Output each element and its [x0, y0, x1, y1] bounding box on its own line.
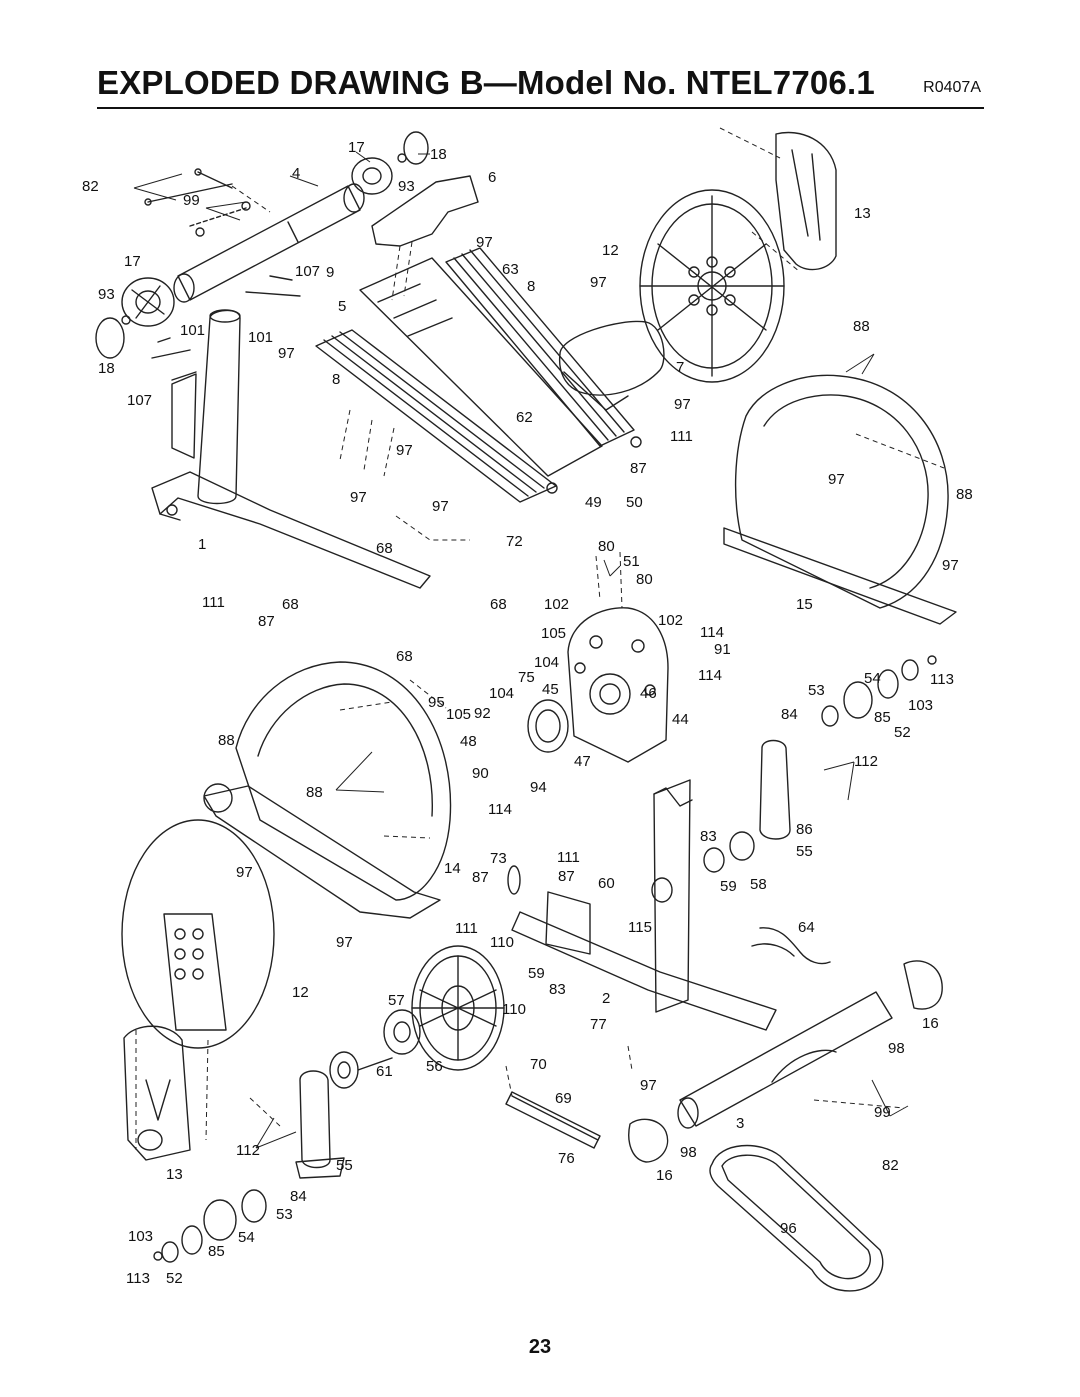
page-number: 23 [528, 1336, 552, 1358]
part-callout-77: 77 [590, 1016, 607, 1033]
wire-harness [760, 928, 830, 964]
part-callout-60: 60 [598, 875, 615, 892]
part-callout-102: 102 [544, 596, 570, 613]
part-callout-5: 5 [338, 298, 347, 315]
part-callout-48: 48 [460, 733, 477, 750]
part-callout-59: 59 [720, 878, 737, 895]
part-callout-72: 72 [506, 533, 523, 550]
part-callout-88: 88 [956, 486, 973, 503]
part-callout-97: 97 [236, 864, 253, 881]
part-callout-111: 111 [455, 920, 478, 937]
part-callout-68: 68 [376, 540, 393, 557]
part-callout-103: 103 [908, 697, 934, 714]
part-callout-97: 97 [640, 1077, 657, 1094]
part-callout-68: 68 [282, 596, 299, 613]
part-callout-98: 98 [888, 1040, 905, 1057]
part-callout-85: 85 [208, 1243, 225, 1260]
part-callout-83: 83 [700, 828, 717, 845]
part-callout-16: 16 [922, 1015, 939, 1032]
part-callout-112: 112 [854, 753, 878, 770]
part-callout-105: 105 [446, 706, 472, 723]
part-callout-80: 80 [636, 571, 653, 588]
part-callout-97: 97 [336, 934, 353, 951]
right-disk-housing [724, 375, 956, 624]
part-callout-70: 70 [530, 1056, 547, 1073]
part-callout-82: 82 [882, 1157, 899, 1174]
part-callout-97: 97 [396, 442, 413, 459]
part-callout-1: 1 [198, 536, 207, 553]
flywheel-disk-upper [640, 190, 784, 382]
part-callout-55: 55 [796, 843, 813, 860]
part-callout-84: 84 [781, 706, 798, 723]
part-callout-59: 59 [528, 965, 545, 982]
part-callout-111: 111 [202, 594, 225, 611]
part-callout-111: 111 [557, 849, 580, 866]
part-callout-53: 53 [808, 682, 825, 699]
part-callout-12: 12 [292, 984, 309, 1001]
part-callout-3: 3 [736, 1115, 745, 1132]
part-callout-54: 54 [238, 1229, 255, 1246]
part-callout-96: 96 [780, 1220, 797, 1237]
part-callout-101: 101 [248, 329, 274, 346]
part-callout-97: 97 [432, 498, 449, 515]
part-callout-111: 111 [670, 428, 693, 445]
part-callout-84: 84 [290, 1188, 307, 1205]
part-callout-46: 46 [640, 685, 657, 702]
part-callout-114: 114 [700, 624, 724, 641]
part-callout-85: 85 [874, 709, 891, 726]
part-callout-98: 98 [680, 1144, 697, 1161]
part-callout-54: 54 [864, 670, 881, 687]
part-callout-83: 83 [549, 981, 566, 998]
part-callout-6: 6 [488, 169, 497, 186]
part-callout-105: 105 [541, 625, 567, 642]
drawing-title: EXPLODED DRAWING B—Model No. NTEL7706.1 [97, 64, 875, 101]
part-callout-86: 86 [796, 821, 813, 838]
part-callout-97: 97 [942, 557, 959, 574]
part-callout-62: 62 [516, 409, 533, 426]
flywheel-57 [412, 946, 504, 1070]
roller-73 [508, 866, 520, 894]
part-callout-76: 76 [558, 1150, 575, 1167]
part-callout-91: 91 [714, 641, 731, 658]
part-callout-69: 69 [555, 1090, 572, 1107]
drawing-code: R0407A [923, 79, 981, 96]
part-callout-104: 104 [534, 654, 560, 671]
part-callout-97: 97 [828, 471, 845, 488]
part-callout-17: 17 [124, 253, 141, 270]
part-callout-8: 8 [332, 371, 341, 388]
hub-56 [384, 1010, 420, 1054]
part-callout-113: 113 [126, 1270, 150, 1287]
part-callout-88: 88 [218, 732, 235, 749]
part-callout-99: 99 [183, 192, 200, 209]
part-callout-87: 87 [630, 460, 647, 477]
part-callout-87: 87 [558, 868, 575, 885]
upper-handlebar-tube [174, 184, 364, 302]
part-callout-68: 68 [396, 648, 413, 665]
part-callout-97: 97 [476, 234, 493, 251]
part-callout-97: 97 [674, 396, 691, 413]
part-callout-107: 107 [295, 263, 321, 280]
part-callout-80: 80 [598, 538, 615, 555]
part-callout-53: 53 [276, 1206, 293, 1223]
part-callout-64: 64 [798, 919, 815, 936]
part-callout-13: 13 [166, 1166, 183, 1183]
part-callout-75: 75 [518, 669, 535, 686]
part-callout-7: 7 [676, 359, 685, 376]
part-callout-102: 102 [658, 612, 684, 629]
part-callout-68: 68 [490, 596, 507, 613]
part-callout-12: 12 [602, 242, 619, 259]
part-callout-104: 104 [489, 685, 515, 702]
upper-right-shroud [776, 133, 836, 270]
part-callout-110: 110 [490, 934, 514, 951]
part-callout-56: 56 [426, 1058, 443, 1075]
pulley-47 [528, 700, 568, 752]
part-callout-52: 52 [894, 724, 911, 741]
part-callout-97: 97 [350, 489, 367, 506]
part-callout-110: 110 [502, 1001, 526, 1018]
part-callout-2: 2 [602, 990, 611, 1007]
part-callout-93: 93 [398, 178, 415, 195]
part-callout-55: 55 [336, 1157, 353, 1174]
part-callout-112: 112 [236, 1142, 260, 1159]
part-callout-97: 97 [590, 274, 607, 291]
rear-stabilizer-tube [629, 961, 942, 1162]
part-callout-50: 50 [626, 494, 643, 511]
part-callout-114: 114 [698, 667, 722, 684]
part-callout-15: 15 [796, 596, 813, 613]
part-callout-107: 107 [127, 392, 153, 409]
part-callout-61: 61 [376, 1063, 393, 1080]
part-callout-58: 58 [750, 876, 767, 893]
part-callout-87: 87 [472, 869, 489, 886]
part-callout-17: 17 [348, 139, 365, 156]
flywheel-cover-lower [122, 820, 274, 1048]
part-callout-16: 16 [656, 1167, 673, 1184]
part-callout-94: 94 [530, 779, 547, 796]
part-callout-103: 103 [128, 1228, 154, 1245]
part-callout-92: 92 [474, 705, 491, 722]
part-callout-44: 44 [672, 711, 689, 728]
part-callout-88: 88 [853, 318, 870, 335]
part-callout-114: 114 [488, 801, 512, 818]
part-callout-99: 99 [874, 1104, 891, 1121]
part-callout-14: 14 [444, 860, 461, 877]
part-callout-47: 47 [574, 753, 591, 770]
part-callout-13: 13 [854, 205, 871, 222]
part-callout-101: 101 [180, 322, 206, 339]
part-callout-49: 49 [585, 494, 602, 511]
part-callout-52: 52 [166, 1270, 183, 1287]
bolts-top-left [145, 169, 300, 380]
part-callout-18: 18 [98, 360, 115, 377]
part-callout-115: 115 [628, 919, 652, 936]
part-callout-90: 90 [472, 765, 489, 782]
part-callout-4: 4 [292, 165, 301, 182]
part-callout-63: 63 [502, 261, 519, 278]
part-callout-73: 73 [490, 850, 507, 867]
part-callout-97: 97 [278, 345, 295, 362]
part-callout-82: 82 [82, 178, 99, 195]
lower-left-shroud [124, 1026, 190, 1160]
part-callout-57: 57 [388, 992, 405, 1009]
crank-arm-right [704, 741, 790, 873]
part-callout-113: 113 [930, 671, 954, 688]
part-callout-95: 95 [428, 694, 445, 711]
part-callout-9: 9 [326, 264, 335, 281]
part-callout-18: 18 [430, 146, 447, 163]
part-callout-45: 45 [542, 681, 559, 698]
drive-belt [710, 1146, 883, 1291]
part-callout-93: 93 [98, 286, 115, 303]
part-callout-87: 87 [258, 613, 275, 630]
part-callout-88: 88 [306, 784, 323, 801]
part-callout-8: 8 [527, 278, 536, 295]
part-callout-51: 51 [623, 553, 640, 570]
